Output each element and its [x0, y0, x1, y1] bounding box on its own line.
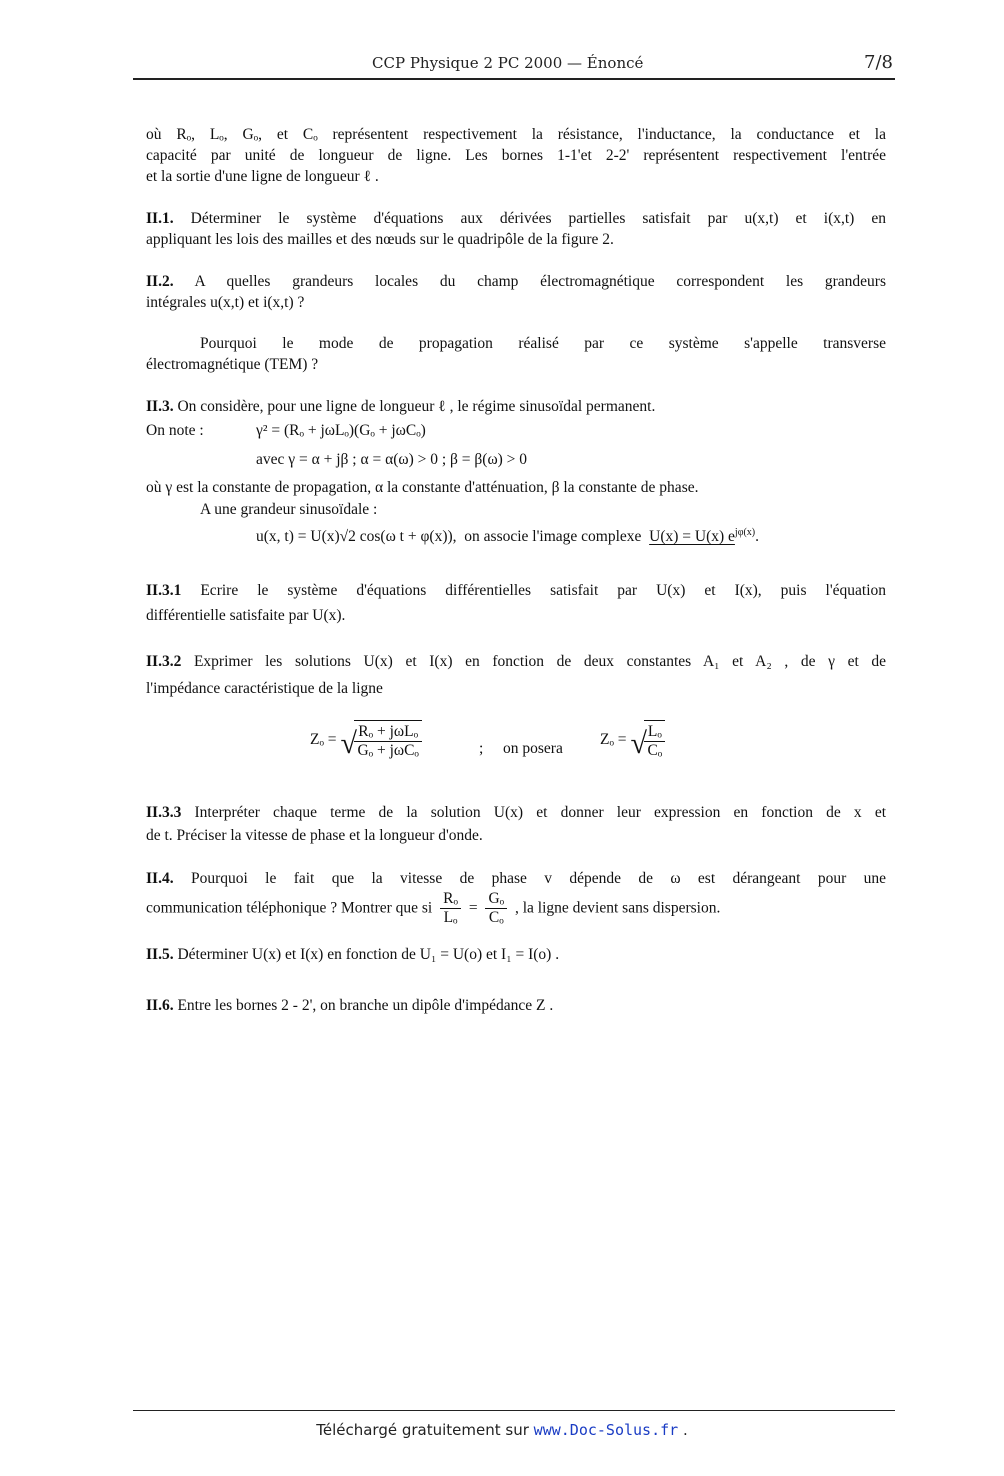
intro-line-2: capacité par unité de longueur de ligne. Les bornes 1-1'et 2-2' représentent respectivement l'entrée: [146, 147, 886, 164]
question-text-2a: communication téléphonique ? Montrer que si: [146, 899, 433, 917]
question-label: II.3.2: [146, 653, 182, 670]
impedance-z0: [600, 720, 665, 760]
question-label: II.3.: [146, 398, 174, 415]
question-text: Déterminer U(x) et I(x) en fonction de U₁ = U(o) et I₁ = I(o) .: [177, 946, 560, 963]
question-2-4: [146, 868, 886, 889]
ratio-r-l-numerator: Rₒ: [443, 890, 458, 907]
question-label: II.5.: [146, 946, 174, 963]
question-text-2: de t. Préciser la vitesse de phase et la longueur d'onde.: [146, 827, 483, 844]
question-label: II.1.: [146, 210, 174, 227]
impedance-z0-numerator: Lₒ: [647, 723, 662, 740]
impedance-z0-denominator: Cₒ: [644, 741, 665, 760]
equals-sign: =: [468, 899, 478, 917]
footer: [0, 1421, 1004, 1439]
question-text: Déterminer le système d'équations aux dérivées partielles satisfait par u(x,t) et i(x,t) en: [190, 210, 886, 227]
note-label: On note :: [146, 422, 204, 439]
intro-paragraph: [146, 124, 886, 187]
header-rule: [133, 78, 895, 80]
question-2-1: [146, 208, 886, 250]
footer-text: Téléchargé gratuitement sur: [316, 1421, 529, 1439]
question-text-4: électromagnétique (TEM) ?: [146, 356, 319, 373]
intro-line-3: et la sortie d'une ligne de longueur ℓ .: [146, 168, 379, 185]
question-text-2: appliquant les lois des mailles et des nœuds sur le quadripôle de la figure 2.: [146, 231, 614, 248]
ratio-g-c: [485, 890, 507, 927]
question-2-3-3: [146, 802, 886, 846]
definition-line: où γ est la constante de propagation, α la constante d'atténuation, β la constante de phase.: [146, 479, 699, 496]
impedance-zc-numerator: Rₒ + jωLₒ: [358, 723, 419, 740]
question-2-2: [146, 271, 886, 313]
question-label: II.4.: [146, 870, 174, 887]
impedance-zc: [310, 720, 422, 760]
question-2-5: [146, 944, 886, 965]
impedance-z0-label: Zₒ =: [600, 731, 627, 748]
on-posera-text: on posera: [503, 740, 563, 757]
question-text: On considère, pour une ligne de longueur ℓ , le régime sinusoïdal permanent.: [177, 398, 656, 415]
question-text: A quelles grandeurs locales du champ électromagnétique correspondent les grandeurs: [194, 273, 886, 290]
intro-line-1: où Rₒ, Lₒ, Gₒ, et Cₒ représentent respectivement la résistance, l'inductance, la conductance et la: [146, 126, 886, 143]
formula-separator: ;: [479, 740, 484, 757]
sqrt-symbol: √ $\frac{\text{Rₒ + jωLₒ}}{\text{Gₒ + jωCₒ}}$: [340, 720, 421, 760]
question-label: II.3.3: [146, 804, 182, 821]
equation-gamma: γ² = (Rₒ + jωLₒ)(Gₒ + jωCₒ): [256, 422, 426, 439]
footer-rule: [133, 1410, 895, 1411]
question-text: Exprimer les solutions U(x) et I(x) en fonction de deux constantes A₁ et A₂ , de γ et de: [193, 653, 887, 670]
equation-gamma-parts: avec γ = α + jβ ; α = α(ω) > 0 ; β = β(ω) > 0: [256, 451, 528, 468]
equation-u-expr: u(x, t) = U(x)√2 cos(ω t + φ(x)),: [256, 528, 457, 546]
question-text: Entre les bornes 2 - 2', on branche un dipôle d'impédance Z .: [177, 997, 554, 1014]
question-text-2b: , la ligne devient sans dispersion.: [514, 899, 721, 917]
question-text: Interpréter chaque terme de la solution U(x) et donner leur expression en fonction de x et: [194, 804, 887, 821]
impedance-zc-label: Zₒ =: [310, 731, 337, 748]
ratio-r-l-denominator: Lₒ: [440, 908, 461, 927]
ratio-g-c-numerator: Gₒ: [488, 890, 505, 907]
question-text-3: Pourquoi le mode de propagation réalisé par ce système s'appelle transverse: [200, 335, 886, 352]
equation-exponent: jφ(x): [734, 527, 756, 538]
page-header-title: CCP Physique 2 PC 2000 — Énoncé: [372, 54, 644, 72]
question-2-3-1: [146, 580, 886, 626]
question-label: II.6.: [146, 997, 174, 1014]
sqrt-symbol: √ $\frac{\text{Lₒ}}{\text{Cₒ}}$: [630, 720, 665, 760]
question-text-2: intégrales u(x,t) et i(x,t) ?: [146, 294, 305, 311]
ratio-r-l: [440, 890, 461, 927]
question-label: II.3.1: [146, 582, 182, 599]
question-text-2: l'impédance caractéristique de la ligne: [146, 680, 383, 697]
question-2-2-followup: [146, 333, 886, 375]
question-text-2: différentielle satisfaite par U(x).: [146, 607, 346, 624]
sinusoidal-intro: A une grandeur sinusoïdale :: [200, 501, 378, 518]
question-text: Ecrire le système d'équations différentielles satisfait par U(x) et I(x), puis l'équation: [200, 582, 887, 599]
question-2-3-2: [146, 651, 886, 699]
question-2-4-line-2: [146, 890, 720, 927]
question-label: II.2.: [146, 273, 174, 290]
footer-end: .: [682, 1421, 688, 1439]
question-2-6: [146, 995, 886, 1016]
ratio-g-c-denominator: Cₒ: [485, 908, 507, 927]
footer-link[interactable]: www.Doc-Solus.fr: [533, 1421, 679, 1439]
page-number: 7/8: [864, 52, 893, 73]
question-text: Pourquoi le fait que la vitesse de phase v dépende de ω est dérangeant pour une: [190, 870, 886, 887]
impedance-zc-denominator: Gₒ + jωCₒ: [354, 741, 421, 760]
equation-complex-image: U(x) = U(x) e: [649, 528, 735, 546]
question-2-3: [146, 396, 886, 417]
equation-u: u(x, t) = U(x)√2 cos(ω t + φ(x)), on associe l'image complexe U(x) = U(x) $e^{j\varphi(x)}$.: [256, 527, 760, 546]
equation-assoc-text: on associe l'image complexe: [464, 528, 642, 546]
